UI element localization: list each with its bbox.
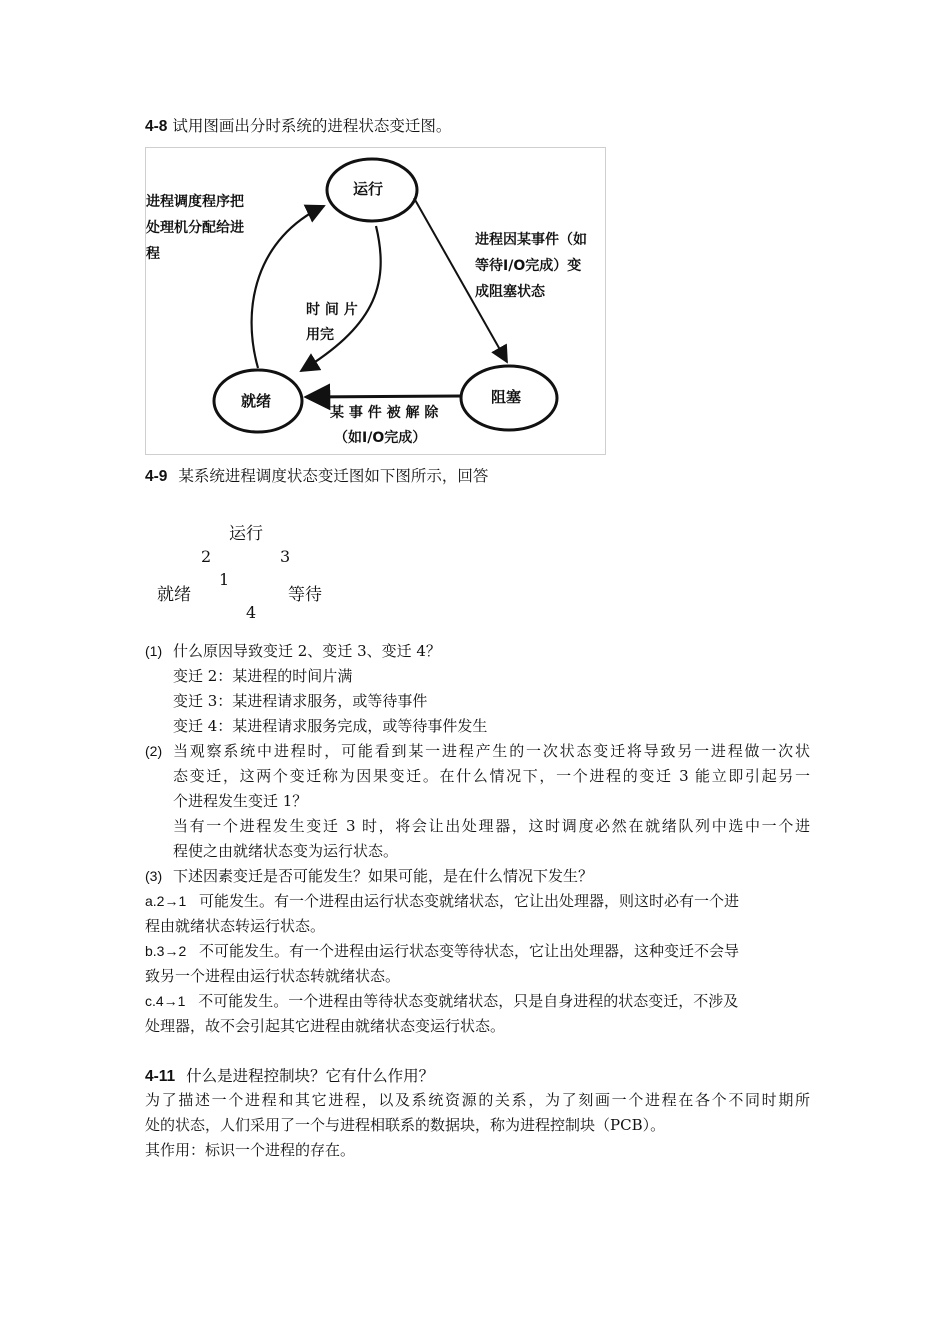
part-2-answer-line-2: 程使之由就绪状态变为运行状态。 [173,842,399,860]
part-3-answer-a-line-1 [145,889,810,914]
part-1-marker: (1) [145,643,163,659]
answer-a-text: 可能发生。有一个进程由运行状态变就绪状态，它让出处理器，则这时必有一个进 [199,892,740,910]
wakeup-arrow [306,396,461,397]
answer-b-label: b.3→2 [145,943,187,959]
waiting-state-text: 等待 [288,585,322,605]
part-3-answer-c-line-2: 处理器，故不会引起其它进程由就绪状态变运行状态。 [145,1017,506,1035]
part-3-answer-c-line-1 [145,989,810,1014]
timeout-label-line2: 用完 [306,327,334,343]
question-text: 什么是进程控制块？它有什么作用？ [186,1067,435,1085]
part-3-answer-b-line-1 [145,939,810,964]
running-state-label: 运行 [353,180,384,198]
part-3-answer-b-line-2: 致另一个进程由运行状态转就绪状态。 [145,967,401,985]
dispatch-label-line2: 处理机分配给进 [146,220,244,236]
answer-4-11-line-1: 为了描述一个进程和其它进程，以及系统资源的关系，为了刻画一个进程在各个不同时期所 [145,1091,810,1109]
question-number: 4-8 [145,118,168,135]
ready-state-text: 就绪 [157,585,191,605]
question-number: 4-11 [145,1068,176,1085]
state-transition-diagram [145,147,606,455]
answer-4-11-line-3: 其作用：标识一个进程的存在。 [145,1141,356,1159]
dispatch-label-line3: 程 [146,246,160,262]
answer-c-text: 不可能发生。一个进程由等待状态变就绪状态，只是自身进程的状态变迁，不涉及 [198,992,739,1010]
part-1-question: 什么原因导致变迁 2、变迁 3、变迁 4？ [173,642,441,660]
question-4-8-heading [145,116,451,137]
part-3-marker: (3) [145,868,163,884]
answer-c-label: c.4→1 [145,993,186,1009]
answer-a-label: a.2→1 [145,893,187,909]
answer-b-text: 不可能发生。有一个进程由运行状态变等待状态，它让出处理器，这种变迁不会导 [199,942,740,960]
part-1-answer-3: 变迁 4：某进程请求服务完成，或等待事件发生 [173,717,488,735]
transition-3-number: 3 [280,547,291,566]
wakeup-label-line1: 某 事 件 被 解 除 [330,405,439,421]
question-text: 试用图画出分时系统的进程状态变迁图。 [172,117,452,135]
wakeup-label-line2: （如I/O完成） [334,430,427,446]
transition-2-number: 2 [201,547,212,566]
part-2-question-line-1: 当观察系统中进程时，可能看到某一进程产生的一次状态变迁将导致另一进程做一次状 [173,742,810,760]
part-2-marker: (2) [145,743,163,759]
part-3-answer-a-line-2: 程由就绪状态转运行状态。 [145,917,326,935]
question-4-9-heading [145,466,488,487]
ready-state-label: 就绪 [241,392,272,410]
transition-1-number: 1 [219,570,230,589]
part-3-question: 下述因素变迁是否可能发生？如果可能，是在什么情况下发生？ [173,867,594,885]
part-1-answer-1: 变迁 2：某进程的时间片满 [173,667,353,685]
dispatch-label-line1: 进程调度程序把 [146,194,244,210]
block-label-line2: 等待I/O完成）变 [475,258,582,274]
blocked-state-label: 阻塞 [491,388,522,406]
question-4-11-heading [145,1066,434,1087]
part-2-question-line-2: 态变迁，这两个变迁称为因果变迁。在什么情况下，一个进程的变迁 3 能立即引起另一 [173,767,810,785]
part-1-answer-2: 变迁 3：某进程请求服务，或等待事件 [173,692,428,710]
transition-4-number: 4 [246,603,257,622]
block-label-line3: 成阻塞状态 [475,284,545,300]
running-state-text: 运行 [229,524,263,544]
block-label-line1: 进程因某事件（如 [475,232,587,248]
part-2-answer-line-1: 当有一个进程发生变迁 3 时，将会让出处理器，这时调度必然在就绪队列中选中一个进 [173,817,810,835]
part-2-question-line-3: 个进程发生变迁 1？ [173,792,308,810]
answer-4-11-line-2: 处的状态，人们采用了一个与进程相联系的数据块，称为进程控制块（PCB）。 [145,1116,666,1134]
timeout-label-line1: 时 间 片 [306,302,358,318]
question-number: 4-9 [145,468,168,485]
question-text: 某系统进程调度状态变迁图如下图所示，回答 [178,467,489,485]
